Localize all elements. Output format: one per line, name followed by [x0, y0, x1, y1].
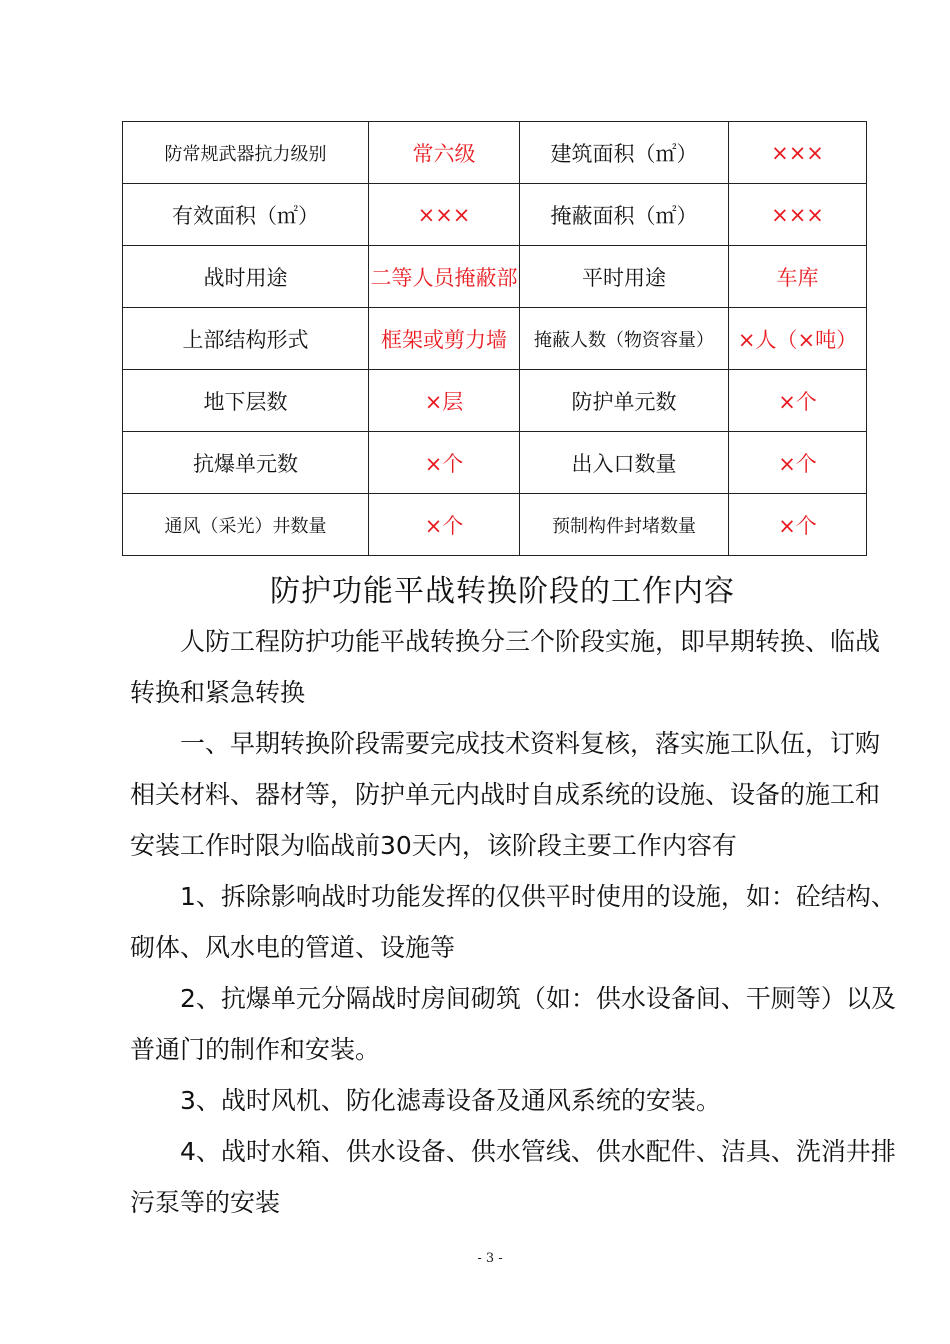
body-text: [130, 616, 900, 1228]
table-row: [123, 494, 867, 556]
table-label-cell: 平时用途: [520, 246, 729, 308]
table-value-cell: 常六级: [369, 122, 520, 184]
project-info-table-body: [123, 122, 867, 556]
table-row: [123, 246, 867, 308]
table-value-cell: ×××: [369, 184, 520, 246]
table-row: [123, 122, 867, 184]
paragraph: 一、早期转换阶段需要完成技术资料复核，落实施工队伍，订购相关材料、器材等，防护单元内战时自成系统的设施、设备的施工和安装工作时限为临战前30天内，该阶段主要工作内容有: [130, 729, 881, 860]
page-number: - 3 -: [477, 1251, 503, 1266]
paragraph: 2、抗爆单元分隔战时房间砌筑（如：供水设备间、干厕等）以及普通门的制作和安装。: [130, 984, 896, 1064]
table-value-cell: 二等人员掩蔽部: [369, 246, 520, 308]
paragraph: 3、战时风机、防化滤毒设备及通风系统的安装。: [180, 1086, 721, 1115]
table-value-cell: ×××: [729, 184, 867, 246]
table-label-cell: 上部结构形式: [123, 308, 369, 370]
table-label-cell: 预制构件封堵数量: [520, 494, 729, 556]
table-label-cell: 战时用途: [123, 246, 369, 308]
table-value-cell: ×个: [729, 494, 867, 556]
table-value-cell: ×层: [369, 370, 520, 432]
table-label-cell: 防护单元数: [520, 370, 729, 432]
paragraph: 人防工程防护功能平战转换分三个阶段实施，即早期转换、临战转换和紧急转换: [130, 627, 881, 707]
table-label-cell: 防常规武器抗力级别: [123, 122, 369, 184]
project-info-table: [122, 121, 867, 556]
section-title: 防护功能平战转换阶段的工作内容: [270, 574, 735, 609]
table-value-cell: ×个: [729, 432, 867, 494]
table-label-cell: 掩蔽人数（物资容量）: [520, 308, 729, 370]
paragraph: 1、拆除影响战时功能发挥的仅供平时使用的设施，如：砼结构、砌体、风水电的管道、设施等: [130, 882, 896, 962]
table-value-cell: ×个: [369, 432, 520, 494]
table-label-cell: 掩蔽面积（㎡）: [520, 184, 729, 246]
table-label-cell: 通风（采光）井数量: [123, 494, 369, 556]
table-value-cell: ×个: [729, 370, 867, 432]
table-row: [123, 308, 867, 370]
table-label-cell: 有效面积（㎡）: [123, 184, 369, 246]
paragraph: 4、战时水箱、供水设备、供水管线、供水配件、洁具、洗消井排污泵等的安装: [130, 1137, 896, 1217]
table-label-cell: 地下层数: [123, 370, 369, 432]
table-row: [123, 184, 867, 246]
table-row: [123, 432, 867, 494]
table-value-cell: ×××: [729, 122, 867, 184]
table-value-cell: ×人（×吨）: [729, 308, 867, 370]
table-value-cell: 车库: [729, 246, 867, 308]
table-label-cell: 抗爆单元数: [123, 432, 369, 494]
table-label-cell: 建筑面积（㎡）: [520, 122, 729, 184]
table-value-cell: 框架或剪力墙: [369, 308, 520, 370]
table-row: [123, 370, 867, 432]
table-value-cell: ×个: [369, 494, 520, 556]
table-label-cell: 出入口数量: [520, 432, 729, 494]
